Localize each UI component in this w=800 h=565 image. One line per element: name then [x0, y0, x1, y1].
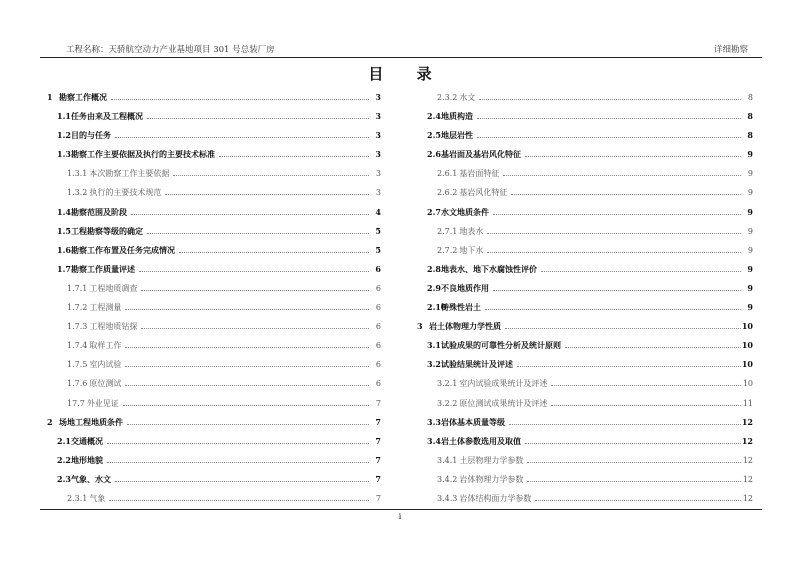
toc-leader-dots [479, 99, 741, 100]
toc-entry-page: 7 [375, 416, 381, 427]
toc-entry-page: 7 [375, 435, 381, 446]
toc-entry-page: 12 [741, 435, 753, 446]
toc-entry-number: 2.3.1 [67, 493, 88, 503]
toc-leader-dots [525, 156, 741, 157]
toc-entry-page: 9 [747, 282, 753, 293]
toc-entry-number: 2.5 [427, 130, 441, 141]
toc-entry[interactable] [47, 320, 381, 339]
toc-entry-label [427, 110, 743, 123]
toc-entry-title: 勘察工作概况 [59, 92, 107, 102]
toc-leader-dots [165, 194, 369, 195]
toc-entry-label [67, 339, 371, 352]
toc-entry-label [427, 358, 743, 371]
toc-entry-label [57, 244, 371, 257]
toc-entry-title: 场地工程地质条件 [59, 416, 123, 427]
footer-rule [40, 509, 762, 510]
toc-left-column [47, 91, 381, 511]
toc-entry-title: 岩土体参数选用及取值 [441, 435, 521, 446]
page-header-doc-type: 详细勘察 [713, 45, 748, 55]
toc-entry-page: 10 [741, 359, 753, 370]
toc-entry-number: 1.3.2 [67, 188, 88, 198]
toc-entry-label [437, 377, 743, 390]
toc-leader-dots [505, 328, 741, 329]
toc-entry[interactable] [47, 282, 381, 301]
toc-entry-number: 2.3.2 [437, 93, 458, 102]
toc-entry[interactable] [47, 358, 381, 377]
toc-leader-dots [493, 214, 741, 215]
toc-entry-page: 3 [375, 169, 381, 179]
toc-leader-dots [109, 500, 369, 501]
toc-entry-number: 2.8 [427, 263, 441, 274]
toc-entry[interactable] [47, 206, 381, 225]
toc-entry-number: 1.7 [57, 263, 71, 274]
toc-leader-dots [179, 252, 369, 253]
toc-entry-page: 9 [747, 302, 753, 313]
toc-entry-title: 工程勘察等级的确定 [71, 225, 143, 236]
toc-entry-title: 地表水 [459, 226, 484, 236]
toc-leader-dots [527, 462, 741, 463]
toc-entry[interactable] [417, 129, 753, 148]
toc-entry-page: 6 [375, 341, 381, 351]
toc-entry-page: 12 [742, 493, 753, 503]
toc-leader-dots [565, 347, 741, 348]
toc-entry-label [67, 492, 371, 505]
toc-entry-page: 10 [741, 321, 753, 332]
toc-entry-title: 工程地质调查 [89, 283, 138, 293]
toc-entry-page: 8 [747, 111, 753, 122]
toc-leader-dots [125, 309, 369, 310]
toc-leader-dots [517, 366, 741, 367]
toc-entry-number: 3.4.3 [437, 493, 458, 503]
toc-entry[interactable] [47, 473, 381, 492]
toc-leader-dots [107, 462, 369, 463]
toc-entry-number: 2.6 [427, 149, 441, 160]
toc-entry[interactable] [417, 244, 753, 263]
toc-entry-title: 室内试验成果统计及评述 [459, 379, 548, 389]
toc-entry-number: 2.10 [427, 302, 447, 313]
toc-entry[interactable] [47, 148, 381, 167]
toc-entry-number: 3.1 [427, 340, 441, 351]
toc-entry-number: 1.7.6 [67, 379, 88, 389]
toc-entry-number: 2.4 [427, 111, 441, 122]
toc-entry[interactable] [47, 435, 381, 454]
toc-leader-dots [511, 194, 741, 195]
toc-entry-number: 3.2.1 [437, 379, 458, 389]
toc-entry-label [427, 148, 743, 161]
toc-entry-label [427, 263, 743, 276]
toc-entry-page: 3 [375, 130, 381, 141]
toc-entry-title: 特殊性岩土 [441, 302, 481, 313]
toc-entry-label [67, 397, 371, 410]
toc-leader-dots [541, 271, 741, 272]
toc-entry-title: 取样工作 [89, 341, 122, 351]
toc-entry-label [427, 206, 743, 219]
toc-entry-page: 9 [747, 188, 753, 198]
toc-leader-dots [141, 290, 369, 291]
toc-entry-title: 勘察工作布置及任务完成情况 [71, 244, 175, 255]
toc-entry-page: 9 [747, 263, 753, 274]
toc-entry-page: 12 [742, 474, 753, 484]
toc-entry-page: 6 [375, 322, 381, 332]
toc-entry-label [57, 206, 371, 219]
toc-entry-label [437, 397, 743, 410]
toc-entry-number: 1.7.3 [67, 322, 88, 332]
toc-entry-number: 1.3 [57, 149, 71, 160]
toc-entry[interactable] [47, 339, 381, 358]
toc-entry-label [67, 282, 371, 295]
toc-entry-page: 3 [375, 188, 381, 198]
toc-entry-number: 3.2.2 [437, 398, 458, 408]
toc-entry-number: 1.1 [57, 111, 71, 122]
toc-leader-dots [131, 214, 369, 215]
toc-leader-dots [219, 156, 369, 157]
page-number: i [398, 512, 402, 521]
toc-entry-number: 2.6.1 [437, 169, 458, 179]
toc-entry-label [57, 473, 371, 486]
toc-entry-label [57, 263, 371, 276]
toc-entry[interactable] [417, 473, 753, 492]
toc-entry[interactable] [417, 225, 753, 244]
toc-entry-title: 地表水、地下水腐蚀性评价 [441, 263, 537, 274]
toc-entry-number: 1.5 [57, 225, 71, 236]
toc-entry[interactable] [47, 91, 381, 110]
toc-entry-label [47, 91, 371, 104]
toc-leader-dots [147, 118, 369, 119]
toc-entry-title: 试验结果统计及评述 [441, 359, 513, 370]
toc-entry-title: 基岩面特征 [459, 169, 500, 179]
toc-entry-page: 10 [741, 340, 753, 351]
toc-leader-dots [115, 137, 369, 138]
toc-entry-page: 8 [747, 93, 753, 102]
toc-entry-label [427, 282, 743, 295]
toc-right-column [417, 91, 753, 511]
toc-entry[interactable] [417, 454, 753, 473]
toc-entry-label [57, 129, 371, 142]
toc-entry-page: 9 [747, 149, 753, 160]
toc-entry-label [437, 225, 743, 238]
toc-entry-page: 5 [375, 244, 381, 255]
toc-entry-page: 12 [742, 455, 753, 465]
toc-entry-page: 7 [375, 398, 381, 408]
toc-entry-title: 岩体结构面力学参数 [459, 493, 532, 503]
toc-entry-number: 1 [47, 92, 53, 102]
toc-leader-dots [527, 481, 741, 482]
toc-entry-number: 3.4.1 [437, 455, 458, 465]
toc-entry-number: 1.7.5 [67, 360, 88, 370]
toc-entry-page: 12 [741, 416, 753, 427]
toc-entry-title: 本次勘察工作主要依据 [89, 169, 170, 179]
toc-leader-dots [125, 347, 369, 348]
toc-entry-label [427, 416, 743, 429]
toc-leader-dots [503, 175, 741, 176]
toc-entry-number: 2.1 [57, 435, 71, 446]
toc-entry[interactable] [417, 263, 753, 282]
toc-entry-label [67, 320, 371, 333]
toc-entry-page: 11 [742, 398, 753, 408]
toc-entry-label [67, 186, 371, 199]
toc-entry[interactable] [417, 435, 753, 454]
toc-entry-page: 6 [375, 360, 381, 370]
toc-entry-title: 地下水 [459, 245, 484, 255]
toc-leader-dots [509, 424, 741, 425]
toc-leader-dots [111, 99, 369, 100]
toc-entry-number: 1.3.1 [67, 169, 88, 179]
toc-entry-label [437, 492, 743, 505]
toc-entry-title: 原位测试成果统计及评述 [459, 398, 548, 408]
toc-entry-page: 6 [375, 303, 381, 313]
toc-entry-page: 6 [375, 379, 381, 389]
toc-entry-page: 9 [747, 245, 753, 255]
toc-entry-page: 5 [375, 225, 381, 236]
toc-entry-page: 4 [375, 206, 381, 217]
toc-entry-title: 地层岩性 [441, 130, 473, 141]
toc-entry-title: 执行的主要技术规范 [89, 188, 162, 198]
toc-leader-dots [477, 118, 741, 119]
toc-entry-title: 试验成果的可靠性分析及统计原则 [441, 340, 561, 351]
toc-entry[interactable] [417, 167, 753, 186]
toc-entry-title: 目的与任务 [71, 130, 111, 141]
toc-entry-label [427, 301, 743, 314]
toc-entry[interactable] [47, 397, 381, 416]
toc-entry-title: 岩土体物理力学性质 [429, 321, 501, 332]
toc-entry-page: 9 [747, 226, 753, 236]
toc-leader-dots [127, 424, 369, 425]
toc-entry-title: 基岩风化特征 [459, 188, 508, 198]
toc-entry[interactable] [417, 301, 753, 320]
toc-entry-title: 勘察工作主要依据及执行的主要技术标准 [71, 149, 215, 160]
toc-entry-page: 8 [747, 130, 753, 141]
toc-entry-title: 地形地貌 [71, 454, 103, 465]
toc-entry-page: 6 [375, 283, 381, 293]
toc-entry[interactable] [47, 110, 381, 129]
toc-leader-dots [477, 137, 741, 138]
toc-entry-number: 2.3 [57, 473, 71, 484]
toc-entry-number: 2.2 [57, 454, 71, 465]
toc-entry[interactable] [417, 91, 753, 110]
toc-entry-label [57, 110, 371, 123]
toc-entry-title: 不良地质作用 [441, 282, 489, 293]
toc-entry[interactable] [417, 282, 753, 301]
toc-entry-label [427, 435, 743, 448]
toc-entry-page: 9 [747, 169, 753, 179]
toc-entry-page: 3 [375, 92, 381, 102]
toc-entry[interactable] [417, 397, 753, 416]
toc-entry[interactable] [417, 377, 753, 396]
toc-entry-label [47, 416, 371, 429]
toc-entry-number: 2.7.2 [437, 245, 458, 255]
toc-entry-number: 1.6 [57, 244, 71, 255]
toc-leader-dots [139, 271, 369, 272]
toc-leader-dots [115, 481, 369, 482]
toc-entry-label [437, 186, 743, 199]
toc-entry-label [57, 225, 371, 238]
toc-entry[interactable] [417, 148, 753, 167]
toc-entry-title: 水文地质条件 [441, 206, 489, 217]
toc-entry-number: 3.3 [427, 416, 441, 427]
toc-entry-title: 地质构造 [441, 111, 473, 122]
toc-leader-dots [487, 233, 741, 234]
toc-entry-label [437, 167, 743, 180]
toc-entry[interactable] [417, 416, 753, 435]
header-rule [40, 57, 762, 58]
toc-entry[interactable] [47, 186, 381, 205]
toc-entry[interactable] [417, 339, 753, 358]
toc-entry-title: 交通概况 [71, 435, 103, 446]
toc-leader-dots [485, 309, 741, 310]
toc-entry-label [67, 167, 371, 180]
toc-entry-page: 3 [375, 149, 381, 160]
toc-entry-label [67, 358, 371, 371]
toc-entry[interactable] [47, 263, 381, 282]
toc-leader-dots [535, 500, 741, 501]
toc-entry[interactable] [47, 129, 381, 148]
toc-entry-title: 工程测量 [89, 303, 122, 313]
toc-leader-dots [125, 385, 369, 386]
toc-leader-dots [107, 443, 369, 444]
toc-entry[interactable] [47, 244, 381, 263]
toc-entry-number: 17.7 [67, 398, 85, 408]
toc-entry[interactable] [47, 301, 381, 320]
toc-entry-page: 9 [747, 206, 753, 217]
toc-leader-dots [141, 328, 369, 329]
toc-entry[interactable] [47, 167, 381, 186]
toc-entry-label [437, 454, 743, 467]
toc-entry-number: 1.7.4 [67, 341, 88, 351]
toc-entry-label [437, 244, 743, 257]
toc-entry-label [427, 339, 743, 352]
toc-entry-title: 室内试验 [89, 360, 122, 370]
toc-entry[interactable] [417, 358, 753, 377]
toc-entry-number: 3.2 [427, 359, 441, 370]
toc-entry-number: 1.7.1 [67, 283, 88, 293]
toc-entry-title: 外业见证 [86, 398, 119, 408]
toc-entry-title: 基岩面及基岩风化特征 [441, 149, 521, 160]
toc-entry[interactable] [417, 110, 753, 129]
toc-entry-number: 3.4.2 [437, 474, 458, 484]
toc-entry-title: 土层物理力学参数 [459, 455, 524, 465]
toc-entry-title: 工程地质钻探 [89, 322, 138, 332]
toc-entry-number: 1.2 [57, 130, 71, 141]
toc-entry[interactable] [47, 416, 381, 435]
toc-entry-label [437, 473, 743, 486]
toc-leader-dots [493, 290, 741, 291]
toc-entry-label [67, 301, 371, 314]
toc-entry[interactable] [47, 225, 381, 244]
toc-entry-title: 岩体基本质量等级 [441, 416, 505, 427]
toc-leader-dots [551, 405, 741, 406]
toc-entry-page: 7 [375, 473, 381, 484]
toc-entry-number: 2 [47, 416, 53, 427]
toc-entry[interactable] [47, 377, 381, 396]
toc-entry[interactable] [417, 320, 753, 339]
toc-leader-dots [173, 175, 369, 176]
toc-entry-page: 7 [375, 454, 381, 465]
toc-leader-dots [525, 443, 741, 444]
toc-entry[interactable] [417, 186, 753, 205]
toc-entry-title: 岩体物理力学参数 [459, 474, 524, 484]
toc-entry-number: 2.7.1 [437, 226, 458, 236]
toc-entry-title: 任务由来及工程概况 [71, 111, 143, 122]
toc-entry-number: 1.4 [57, 206, 71, 217]
toc-entry-title: 气象 [89, 493, 106, 503]
toc-entry-title: 水文 [459, 93, 476, 102]
page-header-project: 工程名称：天骄航空动力产业基地项目 301 号总装厂房 [66, 45, 275, 55]
toc-entry-number: 3 [417, 321, 423, 332]
toc-entry-number: 1.7.2 [67, 303, 88, 313]
toc-entry-number: 2.7 [427, 206, 441, 217]
toc-entry-label [67, 377, 371, 390]
toc-entry[interactable] [417, 206, 753, 225]
toc-entry-page: 6 [375, 263, 381, 274]
toc-entry-number: 3.4 [427, 435, 441, 446]
toc-leader-dots [551, 385, 741, 386]
toc-entry-label [57, 454, 371, 467]
toc-leader-dots [147, 233, 369, 234]
toc-leader-dots [125, 366, 369, 367]
toc-entry-title: 原位测试 [89, 379, 122, 389]
toc-entry-label [437, 91, 743, 104]
toc-entry-label [427, 129, 743, 142]
toc-entry-page: 7 [375, 493, 381, 503]
toc-entry-label [57, 435, 371, 448]
toc-entry[interactable] [47, 454, 381, 473]
toc-entry-number: 2.6.2 [437, 188, 458, 198]
toc-entry-label [417, 320, 743, 333]
toc-leader-dots [123, 405, 369, 406]
toc-entry-page: 10 [742, 379, 753, 389]
toc-entry-number: 2.9 [427, 282, 441, 293]
page-title: 目 录 [368, 65, 446, 83]
toc-entry-title: 气象、水文 [71, 473, 111, 484]
toc-entry-title: 勘察范围及阶段 [71, 206, 127, 217]
toc-entry-page: 3 [375, 111, 381, 122]
toc-entry-title: 勘察工作质量评述 [71, 263, 135, 274]
toc-leader-dots [487, 252, 741, 253]
toc-entry-label [57, 148, 371, 161]
